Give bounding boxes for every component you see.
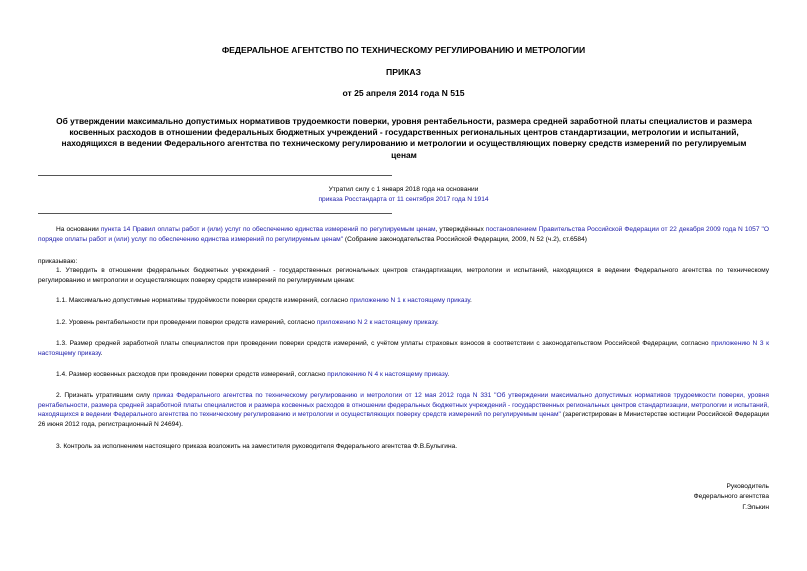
item-3: 3. Контроль за исполнением настоящего приказа возложить на заместителя руководителя Федерального агентства Ф.В.Булыгина.	[56, 443, 458, 450]
item-1-4	[38, 370, 769, 380]
preamble-link-rules[interactable]: пункта 14 Правил оплаты работ и (или) услуг по обеспечению единства измерений по регулируемым ценам	[100, 226, 436, 233]
signature-agency: Федерального агентства	[693, 493, 769, 501]
item-1-4-end: .	[447, 371, 450, 378]
item-1-4-text: 1.4. Размер косвенных расходов при проведении поверки средств измерений, согласно	[56, 371, 328, 378]
document-title: Об утверждении максимально допустимых нормативов трудоемкости поверки, уровня рентабельности, размера средней заработной платы специалистов и размера косвенных расходов в отношении федеральных бюджетных учреждений - государственных региональных центров стандартизации, метрологии и испытаний, находящихся в ведении Федерального агентства по техническому регулированию и метрологии и осуществляющих поверку средств измерений по регулируемым ценам	[56, 116, 752, 160]
appendix-4-link[interactable]: приложению N 4 к настоящему приказу	[327, 371, 448, 378]
preamble-link-decree[interactable]: постановлением Правительства Российской Федерации от 22 декабря 2009 года N 1057 "О порядке оплаты работ и (или) услуг по обеспечению единства измерений по регулируемым ценам"	[38, 226, 769, 243]
preamble-text-1: На основании	[56, 226, 101, 233]
item-1-2-text: 1.2. Уровень рентабельности при проведении поверки средств измерений, согласно	[56, 319, 317, 326]
item-1-3	[38, 339, 769, 358]
signature-block	[694, 482, 769, 513]
appendix-1-link[interactable]: приложению N 1 к настоящему приказу	[349, 297, 471, 304]
signature-position: Руководитель	[726, 483, 769, 490]
status-link[interactable]: приказа Росстандарта от 11 сентября 2017 года N 1914	[318, 195, 489, 203]
signature-name: Г.Элькин	[742, 503, 769, 511]
status-line: Утратил силу с 1 января 2018 года на основании	[328, 186, 479, 193]
divider-bottom	[38, 213, 392, 214]
item-1-1-end: .	[470, 297, 472, 304]
divider-top	[38, 175, 392, 176]
item-2-text-1: 2. Признать утратившим силу	[56, 392, 153, 399]
item-1-3-text: 1.3. Размер средней заработной платы специалистов при проведении поверки средств измерений, с учётом уплаты страховых взносов в соответствии с законодательством Российской Федерации, согласно	[56, 340, 712, 347]
item-1-2	[38, 318, 769, 328]
item-2-text-2: (зарегистрирован в Министерстве юстиции Российской Федерации 26 июня 2012 года, регистрационный N 24694).	[38, 411, 769, 428]
date-number-heading: от 25 апреля 2014 года N 515	[342, 88, 465, 98]
preamble-text-2: , утверждённых	[435, 226, 486, 233]
item-1-2-end: .	[436, 319, 439, 326]
item-1-1	[38, 296, 769, 306]
orders-word: приказываю:	[38, 258, 78, 265]
preamble-paragraph	[38, 225, 769, 244]
repealed-order-link[interactable]: приказ Федерального агентства по техническому регулированию и метрологии от 12 мая 2012 года N 331 "Об утверждении максимально допустимых нормативов трудоемкости поверки, уровня рентабельности, размера средней заработной платы специалистов и размера косвенных расходов в отношении федеральных бюджетных учреждений - государственных региональных центров стандартизации, метрологии и испытаний, находящихся в ведении Федерального агентства по техническому регулированию и метрологии и осуществляющих поверку средств измерений по регулируемым ценам"	[38, 392, 769, 419]
appendix-2-link[interactable]: приложению N 2 к настоящему приказу	[316, 319, 437, 326]
status-note	[0, 185, 807, 204]
item-2	[38, 391, 769, 429]
item-1-1-text: 1.1. Максимально допустимые нормативы трудоёмкости поверки средств измерений, согласно	[56, 297, 350, 304]
doc-type-heading: ПРИКАЗ	[386, 67, 421, 77]
agency-heading: ФЕДЕРАЛЬНОЕ АГЕНТСТВО ПО ТЕХНИЧЕСКОМУ РЕГУЛИРОВАНИЮ И МЕТРОЛОГИИ	[221, 45, 586, 55]
appendix-3-link[interactable]: приложению N 3 к настоящему приказу	[38, 340, 770, 357]
item-1-3-end: .	[100, 349, 103, 357]
item-1: 1. Утвердить в отношении федеральных бюджетных учреждений - государственных региональных центров стандартизации, метрологии и испытаний, находящихся в ведении Федерального агентства по техническому регулированию и метрологии и осуществляющих поверку средств измерений по регулируемым ценам:	[38, 267, 769, 284]
preamble-text-3: (Собрание законодательства Российской Федерации, 2009, N 52 (ч.2), ст.6584)	[343, 235, 587, 243]
